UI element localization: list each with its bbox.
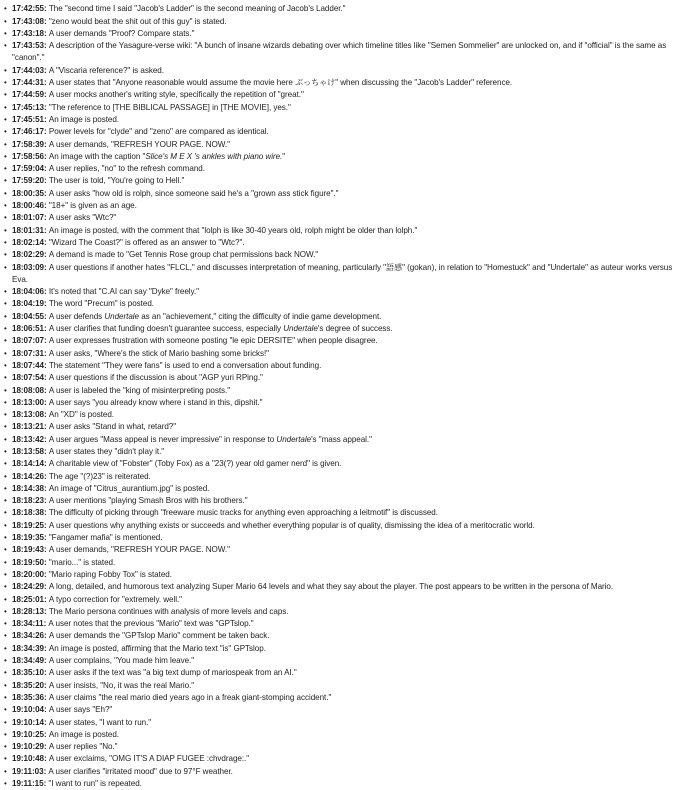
entry-timestamp: 17:44:31 [12, 78, 44, 88]
log-entry: • 18:04:19: The word "Precum" is posted. [0, 298, 680, 310]
entry-timestamp: 17:46:17 [12, 127, 44, 137]
log-entry: • 18:18:38: The difficulty of picking through "freeware music tracks for anything even approaching a leitmotif" is discussed. [0, 507, 680, 519]
entry-text: "Fangamer mafia" is mentioned. [48, 533, 163, 543]
entry-text: The difficulty of picking through "freeware music tracks for anything even approaching a leitmotif" is discussed. [48, 508, 438, 518]
entry-text: A user questions if the discussion is about "AGP yuri RPing." [48, 373, 263, 383]
log-entry: • 17:44:03: A "Viscaria reference?" is asked. [0, 65, 680, 77]
log-entry: • 18:14:26: The age "(?)23" is reiterated. [0, 471, 680, 483]
log-entry: • 18:02:29: A demand is made to "Get Tennis Rose group chat permissions back NOW." [0, 249, 680, 261]
entry-timestamp: 18:19:25 [12, 520, 44, 530]
log-entry: • 19:10:25: An image is posted. [0, 729, 680, 741]
entry-text: A user asks "Stand in what, retard?" [48, 422, 177, 432]
entry-timestamp: 18:19:50 [12, 557, 44, 567]
entry-timestamp: 17:42:55 [12, 4, 44, 14]
entry-text: A user mentions "playing Smash Bros with his brothers." [48, 496, 248, 506]
entry-timestamp: 18:04:06 [12, 287, 44, 297]
entry-timestamp: 18:06:51 [12, 324, 44, 334]
log-entry: • 18:13:21: A user asks "Stand in what, retard?" [0, 421, 680, 433]
entry-text: A charitable view of "Fobster" (Toby Fox) as a "23(?) year old gamer nerd" is given. [48, 459, 342, 469]
entry-text-suffix: 's degree of success. [317, 324, 393, 334]
entry-timestamp: 17:43:08 [12, 16, 44, 26]
entry-timestamp: 18:13:08 [12, 410, 44, 420]
entry-text: A typo correction for "extremely. well." [48, 594, 183, 604]
entry-timestamp: 18:35:36 [12, 692, 44, 702]
log-entry: • 18:02:14: "Wizard The Coast?" is offered as an answer to "Wtc?". [0, 237, 680, 249]
log-entry: • 18:13:42: A user argues "Mass appeal is never impressive" in response to Undertale's "mass appeal." [0, 434, 680, 446]
entry-text: A "Viscaria reference?" is asked. [48, 65, 164, 75]
log-entry: • 18:25:01: A typo correction for "extremely. well." [0, 594, 680, 606]
entry-timestamp: 18:00:35 [12, 188, 44, 198]
entry-timestamp: 18:14:26 [12, 471, 44, 481]
entry-timestamp: 17:44:59 [12, 90, 44, 100]
entry-text: The user is told, "You're going to Hell." [48, 176, 185, 186]
log-entry: • 18:13:00: A user says "you already know where i stand in this, dipshit." [0, 397, 680, 409]
log-entry: • 18:34:26: A user demands the "GPTslop Mario" comment be taken back. [0, 630, 680, 642]
entry-text: A user exclaims, "OMG IT'S A DIAP FUGEE :chvdrage:." [48, 754, 250, 764]
log-entry: • 18:20:00: "Mario raping Fobby Tox" is stated. [0, 569, 680, 581]
log-entry: • 17:43:08: "zeno would beat the shit out of this guy" is stated. [0, 16, 680, 28]
entry-timestamp: 18:01:07 [12, 213, 44, 223]
log-entry: • 18:13:58: A user states they "didn't play it." [0, 446, 680, 458]
entry-timestamp: 18:13:00 [12, 397, 44, 407]
log-entry: • 19:10:48: A user exclaims, "OMG IT'S A DIAP FUGEE :chvdrage:." [0, 753, 680, 765]
entry-text: A user insists, "No, it was the real Mario." [48, 680, 195, 690]
log-entry: • 18:04:55: A user defends Undertale as an "achievement," citing the difficulty of indie game development. [0, 311, 680, 323]
entry-text: "Wizard The Coast?" is offered as an answer to "Wtc?". [48, 237, 245, 247]
entry-timestamp: 18:02:29 [12, 250, 44, 260]
entry-text: A user complains, "You made him leave." [48, 656, 195, 666]
log-entry: • 17:58:39: A user demands, "REFRESH YOUR PAGE. NOW." [0, 139, 680, 151]
log-entry: • 18:14:38: An image of "Citrus_aurantium.jpg" is posted. [0, 483, 680, 495]
entry-text-italic: Undertale [276, 434, 312, 444]
log-entry: • 17:59:04: A user replies, "no" to the refresh command. [0, 163, 680, 175]
log-entry: • 18:13:08: An "XD" is posted. [0, 409, 680, 421]
entry-timestamp: 18:13:21 [12, 422, 44, 432]
entry-text: A demand is made to "Get Tennis Rose group chat permissions back NOW." [48, 250, 319, 260]
log-entry: • 17:42:55: The "second time I said "Jacob's Ladder" is the second meaning of Jacob's Ladder." [0, 3, 680, 15]
log-entry: • 17:45:51: An image is posted. [0, 114, 680, 126]
log-entry: • 18:06:51: A user clarifies that funding doesn't guarantee success, especially Undertale's degree of success. [0, 323, 680, 335]
entry-text: A user demands the "GPTslop Mario" comment be taken back. [48, 631, 270, 641]
entry-text: A user expresses frustration with someone posting "le epic DERSITE" when people disagree. [48, 336, 378, 346]
entry-text: A user asks, "Where's the stick of Mario bashing some bricks!" [48, 348, 269, 358]
log-entry: • 18:04:06: It's noted that "C.AI can say "Dyke" freely." [0, 286, 680, 298]
entry-text: A user asks "Wtc?" [48, 213, 117, 223]
entry-text: The statement "They were fans" is used to end a conversation about funding. [48, 360, 322, 370]
log-entry: • 17:44:31: A user states that "Anyone reasonable would assume the movie here ぶっちゃけ" when discussing the "Jacob's Ladder" reference. [0, 77, 680, 89]
entry-text-suffix: as an "achievement," citing the difficulty of indie game development. [139, 311, 382, 321]
entry-text: A user asks "how old is rolph, since someone said he's a "grown ass stick figure"." [48, 188, 339, 198]
entry-timestamp: 18:04:19 [12, 299, 44, 309]
log-entry: • 17:44:59: A user mocks another's writing style, specifically the repetition of "great." [0, 89, 680, 101]
entry-timestamp: 18:35:20 [12, 680, 44, 690]
entry-timestamp: 18:01:31 [12, 225, 44, 235]
entry-timestamp: 18:00:46 [12, 201, 44, 211]
entry-timestamp: 18:03:09 [12, 262, 44, 272]
log-entry: • 18:19:35: "Fangamer mafia" is mentioned. [0, 532, 680, 544]
entry-text-prefix: A user defends [48, 311, 105, 321]
entry-text-italic: Undertale [104, 311, 140, 321]
entry-text: A user replies, "no" to the refresh command. [48, 164, 205, 174]
entry-text: A user demands "Proof? Compare stats." [48, 28, 195, 38]
entry-text: A user demands, "REFRESH YOUR PAGE. NOW." [48, 545, 230, 555]
entry-text: The "second time I said "Jacob's Ladder" is the second meaning of Jacob's Ladder." [48, 4, 346, 14]
log-entry: • 18:35:36: A user claims "the real mario died years ago in a freak giant-stomping accident." [0, 692, 680, 704]
entry-timestamp: 17:45:51 [12, 114, 44, 124]
entry-timestamp: 18:14:14 [12, 459, 44, 469]
log-entry: • 18:34:11: A user notes that the previous "Mario" text was "GPTslop." [0, 618, 680, 630]
entry-timestamp: 18:13:42 [12, 434, 44, 444]
entry-text: A user states they "didn't play it." [48, 446, 165, 456]
entry-text: A user demands, "REFRESH YOUR PAGE. NOW." [48, 139, 230, 149]
entry-text: A user notes that the previous "Mario" text was "GPTslop." [48, 619, 254, 629]
entry-text-suffix: " [282, 151, 286, 161]
log-entry: • 17:58:56: An image with the caption "Slice's M E X 's ankles with piano wire." [0, 151, 680, 163]
log-entry: • 18:00:46: "18+" is given as an age. [0, 200, 680, 212]
entry-text: An image is posted, affirming that the Mario text "is" GPTslop. [48, 643, 266, 653]
entry-text: A user is labeled the "king of misinterpreting posts." [48, 385, 231, 395]
log-entry: • 18:00:35: A user asks "how old is rolph, since someone said he's a "grown ass stick figure"." [0, 188, 680, 200]
log-entry: • 18:19:43: A user demands, "REFRESH YOUR PAGE. NOW." [0, 544, 680, 556]
entry-timestamp: 18:19:35 [12, 533, 44, 543]
entry-timestamp: 17:45:13 [12, 102, 44, 112]
entry-timestamp [12, 0, 44, 1]
log-entry: • 18:24:29: A long, detailed, and humorous text analyzing Super Mario 64 levels and what they say about the player. The post appears to be written in the persona of Mario. [0, 581, 680, 593]
log-entry: • 17:45:13: "The reference to [THE BIBLICAL PASSAGE] in [THE MOVIE], yes." [0, 102, 680, 114]
log-entry: • 18:07:54: A user questions if the discussion is about "AGP yuri RPing." [0, 372, 680, 384]
entry-text: A user says "Eh?" [48, 705, 113, 715]
log-entry: • 18:28:13: The Mario persona continues with analysis of more levels and caps. [0, 606, 680, 618]
entry-text: An image of "Citrus_aurantium.jpg" is posted. [48, 483, 210, 493]
entry-text: "Mario raping Fobby Tox" is stated. [48, 569, 172, 579]
entry-text: "I want to run" is repeated. [48, 779, 142, 788]
log-entry: • 17:59:20: The user is told, "You're going to Hell." [0, 175, 680, 187]
log-entry: • 19:10:04: A user says "Eh?" [0, 704, 680, 716]
entry-timestamp: 19:10:29 [12, 742, 44, 752]
entry-timestamp: 18:19:43 [12, 545, 44, 555]
entry-text-prefix: A user argues "Mass appeal is never impressive" in response to [48, 434, 277, 444]
entry-text: The word "Precum" is posted. [48, 299, 154, 309]
log-entry: • 18:01:07: A user asks "Wtc?" [0, 212, 680, 224]
entry-timestamp: 18:04:55 [12, 311, 44, 321]
entry-timestamp: 18:34:49 [12, 656, 44, 666]
entry-text: An image is posted. [48, 729, 119, 739]
log-entry: • 17:43:18: A user demands "Proof? Compare stats." [0, 28, 680, 40]
log-entry: • 18:01:31: An image is posted, with the comment that "lolph is like 30-40 years old, rolph might be older than lolph." [0, 225, 680, 237]
log-entry: • 18:07:07: A user expresses frustration with someone posting "le epic DERSITE" when people disagree. [0, 335, 680, 347]
log-entry: • 19:11:03: A user clarifies "irritated mood" due to 97°F weather. [0, 766, 680, 778]
entry-text: A user asks if the text was "a big text dump of mariospeak from an AI." [48, 668, 297, 678]
entry-timestamp: 18:07:31 [12, 348, 44, 358]
entry-timestamp: 18:18:38 [12, 508, 44, 518]
log-entry: • 17:43:53: A description of the Yasagure-verse wiki: "A bunch of insane wizards debating over which timeline titles like "Semen Sommelier" are unlocked on, and if "official" is the same as "canon"." [0, 40, 680, 65]
log-entry: • 18:34:39: An image is posted, affirming that the Mario text "is" GPTslop. [0, 643, 680, 655]
log-entry: • 18:03:09: A user questions if another hates "FLCL," and discusses interpretation of meaning, particularly "語感" (gokan), in relation to "Homestuck" and "Undertale" as auteur works versus Eva. [0, 262, 680, 287]
entry-text-prefix: A user clarifies that funding doesn't guarantee success, especially [48, 324, 284, 334]
entry-timestamp: 17:43:18 [12, 28, 44, 38]
entry-timestamp: 18:34:39 [12, 643, 44, 653]
entry-timestamp: 18:07:44 [12, 360, 44, 370]
entry-timestamp: 19:10:48 [12, 754, 44, 764]
log-entry: • 18:08:08: A user is labeled the "king of misinterpreting posts." [0, 385, 680, 397]
entry-timestamp: 18:07:07 [12, 336, 44, 346]
entry-text: A user replies "No." [48, 742, 118, 752]
entry-timestamp: 17:43:53 [12, 41, 44, 51]
entry-text [49, 0, 215, 1]
entry-timestamp: 18:25:01 [12, 594, 44, 604]
entry-timestamp: 18:08:08 [12, 385, 44, 395]
entry-timestamp: 18:07:54 [12, 373, 44, 383]
entry-text: A user mocks another's writing style, specifically the repetition of "great." [48, 90, 304, 100]
entry-text-suffix: 's "mass appeal." [311, 434, 372, 444]
entry-timestamp: 17:58:56 [12, 151, 44, 161]
entry-text: The age "(?)23" is reiterated. [48, 471, 151, 481]
log-entry: • 18:14:14: A charitable view of "Fobster" (Toby Fox) as a "23(?) year old gamer nerd" is given. [0, 458, 680, 470]
log-entry: • 18:34:49: A user complains, "You made him leave." [0, 655, 680, 667]
entry-timestamp: 18:18:23 [12, 496, 44, 506]
entry-timestamp: 19:11:15 [12, 779, 44, 788]
log-entry: • 19:10:14: A user states, "I want to run." [0, 717, 680, 729]
entry-timestamp: 18:13:58 [12, 446, 44, 456]
entry-timestamp: 17:59:04 [12, 164, 44, 174]
entry-timestamp: 18:14:38 [12, 483, 44, 493]
entry-timestamp: 18:34:11 [12, 619, 44, 629]
entry-timestamp: 17:44:03 [12, 65, 44, 75]
entry-text: An image is posted. [48, 114, 119, 124]
entry-text: A user questions if another hates "FLCL," and discusses interpretation of meaning, particularly "語感" (gokan), in relation to "Homestuck" and "Undertale" as auteur works versus Eva. [12, 262, 673, 284]
entry-text: A description of the Yasagure-verse wiki: "A bunch of insane wizards debating over which timeline titles like "Semen Sommelier" are unlocked on, and if "official" is the same as "canon"." [12, 41, 667, 63]
entry-timestamp: 17:58:39 [12, 139, 44, 149]
entry-timestamp: 19:10:25 [12, 729, 44, 739]
entry-timestamp: 18:24:29 [12, 582, 44, 592]
entry-timestamp: 19:11:03 [12, 766, 44, 776]
entry-text: An image is posted, with the comment that "lolph is like 30-40 years old, rolph might be older than lolph." [48, 225, 418, 235]
log-entry: • 18:07:44: The statement "They were fans" is used to end a conversation about funding. [0, 360, 680, 372]
log-entry: • 18:35:10: A user asks if the text was "a big text dump of mariospeak from an AI." [0, 667, 680, 679]
log-entry: • 18:07:31: A user asks, "Where's the stick of Mario bashing some bricks!" [0, 348, 680, 360]
entry-text: It's noted that "C.AI can say "Dyke" freely." [48, 287, 199, 297]
entry-text: A user states, "I want to run." [48, 717, 152, 727]
log-entry: • 18:18:23: A user mentions "playing Smash Bros with his brothers." [0, 495, 680, 507]
entry-text: A user questions why anything exists or succeeds and whether everything popular is of quality, dismissing the idea of a meritocratic world. [48, 520, 535, 530]
entry-timestamp: 18:20:00 [12, 569, 44, 579]
log-entry: • 19:10:29: A user replies "No." [0, 741, 680, 753]
entry-timestamp: 19:10:04 [12, 705, 44, 715]
entry-text: "zeno would beat the shit out of this guy" is stated. [48, 16, 227, 26]
entry-text: A user states that "Anyone reasonable would assume the movie here ぶっちゃけ" when discussing the "Jacob's Ladder" reference. [48, 78, 513, 88]
entry-text-italic: Undertale [283, 324, 318, 334]
entry-text: "18+" is given as an age. [48, 201, 137, 211]
log-entry: • 18:35:20: A user insists, "No, it was the real Mario." [0, 680, 680, 692]
entry-text: "mario..." is stated. [48, 557, 116, 567]
log-entry: • 17:46:17: Power levels for "clyde" and "zeno" are compared as identical. [0, 126, 680, 138]
log-entry: • 18:19:50: "mario..." is stated. [0, 557, 680, 569]
entry-timestamp: 18:35:10 [12, 668, 44, 678]
entry-text: A user says "you already know where i stand in this, dipshit." [48, 397, 263, 407]
entry-text: A user claims "the real mario died years ago in a freak giant-stomping accident." [48, 692, 332, 702]
entry-timestamp: 18:34:26 [12, 631, 44, 641]
entry-text-prefix: An image with the caption " [48, 151, 146, 161]
entry-timestamp: 18:02:14 [12, 237, 44, 247]
entry-timestamp: 19:10:14 [12, 717, 44, 727]
entry-text: The Mario persona continues with analysis of more levels and caps. [48, 606, 289, 616]
entry-text: A user clarifies "irritated mood" due to 97°F weather. [48, 766, 233, 776]
entry-text: Power levels for "clyde" and "zeno" are compared as identical. [48, 127, 269, 137]
entry-timestamp: 18:28:13 [12, 606, 44, 616]
log-entry: • 19:11:15: "I want to run" is repeated. [0, 778, 680, 790]
entry-text: A long, detailed, and humorous text analyzing Super Mario 64 levels and what they say about the player. The post appears to be written in the persona of Mario. [48, 582, 614, 592]
entry-text: An "XD" is posted. [48, 410, 114, 420]
log-entry: • 18:19:25: A user questions why anything exists or succeeds and whether everything popular is of quality, dismissing the idea of a meritocratic world. [0, 520, 680, 532]
entry-text-italic: Slice's M E X 's ankles with piano wire. [145, 151, 283, 161]
entry-text: "The reference to [THE BIBLICAL PASSAGE] in [THE MOVIE], yes." [48, 102, 291, 112]
entry-timestamp: 17:59:20 [12, 176, 44, 186]
